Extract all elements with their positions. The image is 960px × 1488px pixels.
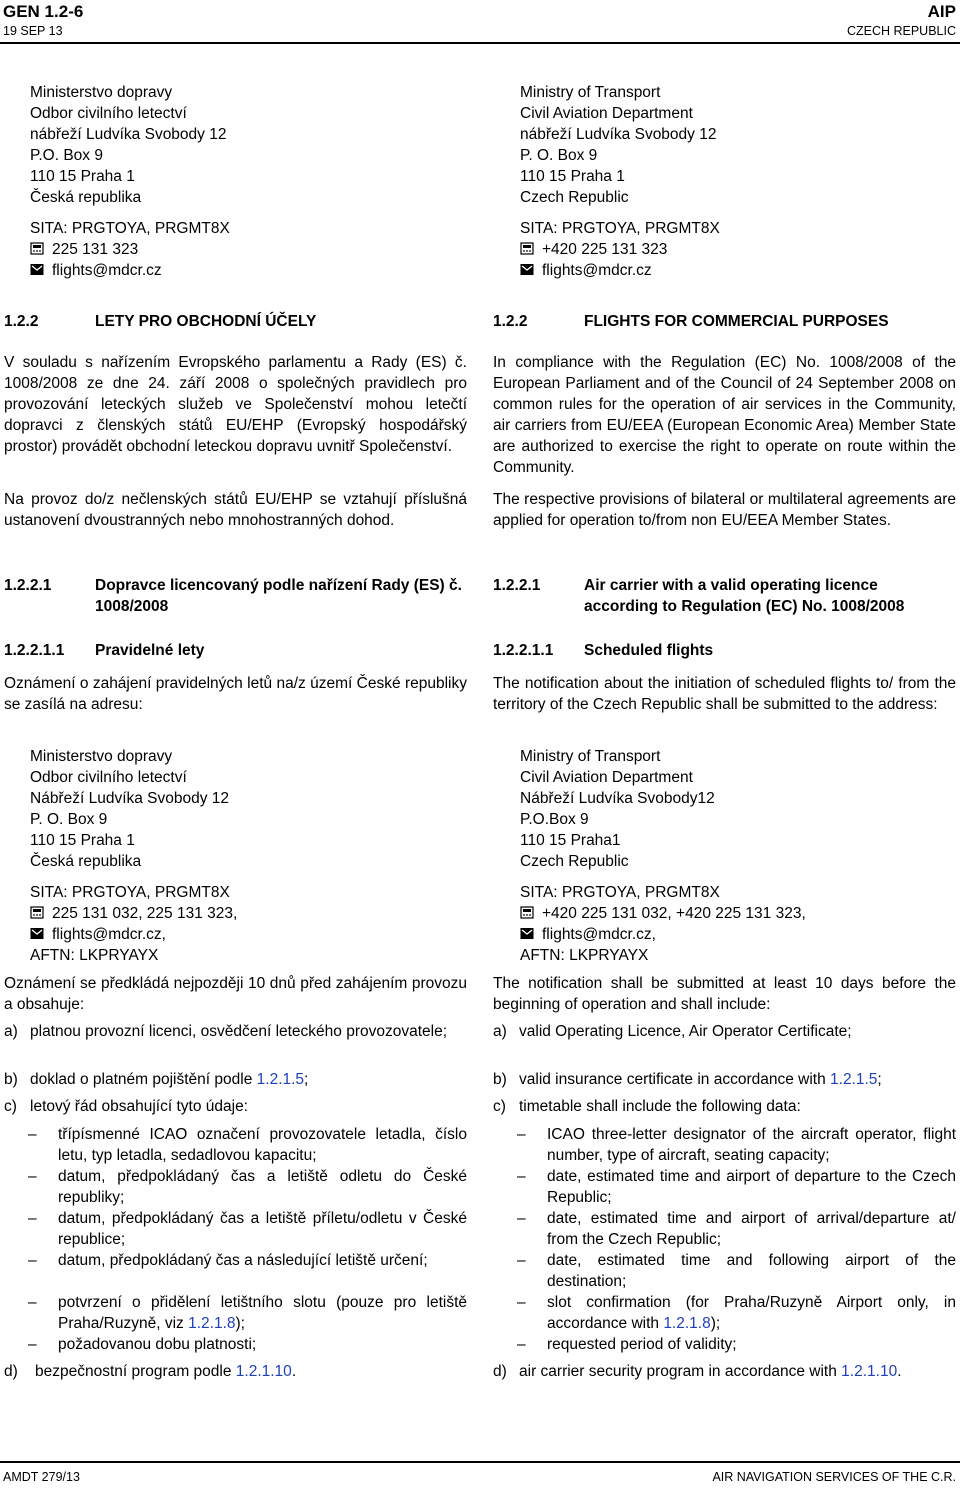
section-heading-12211-en [493,640,959,661]
list-label: d) [4,1363,18,1380]
address-line: P. O. Box 9 [520,147,598,164]
dash-text: třípísmenné ICAO označení provozovatele letadla, číslo letu, typ letadla, sedadlovou kapacitu; [58,1126,467,1164]
cross-reference-link[interactable]: 1.2.1.10 [235,1363,292,1380]
address-line: Česká republika [30,189,142,206]
paragraph: The notification shall be submitted at least 10 days before the beginning of operation and shall include: [493,975,956,1013]
phone-line [30,239,230,260]
header-rule [0,42,960,44]
dash-text: datum, předpokládaný čas a letiště příletu/odletu v České republice; [58,1210,467,1248]
address-line: Czech Republic [520,853,629,870]
list-text: ; [877,1071,882,1088]
section-number: 1.2.2.1.1 [4,642,65,659]
aftn-address: AFTN: LKPRYAYX [520,947,649,964]
address-line: Ministerstvo dopravy [30,84,173,101]
address-line: Ministerstvo dopravy [30,748,173,765]
footer-rule [0,1461,960,1463]
phone-line [520,903,806,924]
address-line: Czech Republic [520,189,629,206]
list-label: a) [4,1023,18,1040]
amendment-number: AMDT 279/13 [3,1470,80,1484]
section-title: FLIGHTS FOR COMMERCIAL PURPOSES [584,313,889,330]
dash-text: potvrzení o přidělení letištního slotu (pouze pro letiště Praha/Ruzyně, viz [58,1294,467,1332]
email-address[interactable]: flights@mdcr.cz, [52,926,166,943]
email-line [30,260,230,281]
cross-reference-link[interactable]: 1.2.1.5 [256,1071,305,1088]
dash-text: datum, předpokládaný čas a následující letiště určení; [58,1252,428,1269]
dash-text: ICAO three-letter designator of the aircraft operator, flight number, type of aircraft, seating capacity; [547,1126,956,1164]
address-line: Nábřeží Ludvíka Svobody12 [520,790,715,807]
section-title: LETY PRO OBCHODNÍ ÚČELY [95,313,317,330]
phone-number: 225 131 032, 225 131 323, [52,905,238,922]
address-line: Ministry of Transport [520,84,661,101]
phone-number: +420 225 131 323 [542,241,668,258]
email-line [520,924,806,945]
list-text: doklad o platném pojištění podle [30,1071,257,1088]
section-title: Pravidelné lety [95,642,205,659]
paragraph: Oznámení o zahájení pravidelných letů na/z území České republiky se zasílá na adresu: [4,675,467,713]
address-line: Nábřeží Ludvíka Svobody 12 [30,790,230,807]
dash-text: ); [710,1315,721,1332]
email-line [520,260,720,281]
section-heading-122-en [493,311,959,332]
address-line: Odbor civilního letectví [30,105,187,122]
notification-address-cz [30,746,237,966]
paragraph: Oznámení se předkládá nejpozději 10 dnů před zahájením provozu a obsahuje: [4,975,467,1013]
dash-text: požadovanou dobu platnosti; [58,1336,257,1353]
section-title: Air carrier with a valid operating licence according to Regulation (EC) No. 1008/2008 [584,577,905,615]
address-line: Civil Aviation Department [520,105,693,122]
sita-address: SITA: PRGTOYA, PRGMT8X [30,884,230,901]
cross-reference-link[interactable]: 1.2.1.8 [663,1315,711,1332]
paragraph: The notification about the initiation of scheduled flights to/ from the territory of the Czech Republic shall be submitted to the address: [493,675,956,713]
dash-text: slot confirmation (for Praha/Ruzyně Airport only, in accordance with [547,1294,956,1332]
email-address[interactable]: flights@mdcr.cz [542,262,652,279]
list-text: valid Operating Licence, Air Operator Certificate; [519,1023,852,1040]
address-line: Ministry of Transport [520,748,661,765]
phone-line [30,903,237,924]
paragraph: V souladu s nařízením Evropského parlamentu a Rady (ES) č. 1008/2008 ze dne 24. září 2008 o společných pravidlech pro provozování leteckých služeb ve Společenství mohou letečtí dopravci z členských států EU/EHP (Evropský hospodářský prostor) provádět obchodní leteckou dopravu uvnitř Společenství. [4,354,467,455]
section-heading-1221-en [493,575,959,617]
section-title: Scheduled flights [584,642,714,659]
publication-title: AIP [927,2,956,21]
paragraph: The respective provisions of bilateral or multilateral agreements are applied for operation to/from non EU/EEA Member States. [493,491,956,529]
aftn-address: AFTN: LKPRYAYX [30,947,159,964]
section-title: Dopravce licencovaný podle nařízení Rady (ES) č. 1008/2008 [95,577,462,615]
cross-reference-link[interactable]: 1.2.1.8 [188,1315,236,1332]
section-number: 1.2.2 [493,313,528,330]
publisher-name: AIR NAVIGATION SERVICES OF THE C.R. [712,1470,956,1484]
cross-reference-link[interactable]: 1.2.1.10 [841,1363,898,1380]
section-heading-12211-cz [4,640,470,661]
dash-text: date, estimated time and airport of arrival/departure at/ from the Czech Republic; [547,1210,956,1248]
phone-icon [30,906,44,919]
list-text: platnou provozní licenci, osvědčení leteckého provozovatele; [30,1023,448,1040]
email-icon [30,927,44,940]
address-line: 110 15 Praha 1 [520,168,625,185]
section-number: 1.2.2.1.1 [493,642,554,659]
dash-text: date, estimated time and following airport of the destination; [547,1252,956,1290]
email-icon [520,927,534,940]
phone-line [520,239,720,260]
list-text: timetable shall include the following data: [519,1098,801,1115]
dash-text: ); [235,1315,245,1332]
section-number: 1.2.2.1 [4,577,52,594]
phone-number: 225 131 323 [52,241,139,258]
phone-icon [30,242,44,255]
dash-text: requested period of validity; [547,1336,737,1353]
cross-reference-link[interactable]: 1.2.1.5 [830,1071,878,1088]
dash-text: datum, předpokládaný čas a letiště odletu do České republiky; [58,1168,467,1206]
list-label: d) [493,1363,507,1380]
contact-block-en [520,82,720,281]
section-heading-1221-cz [4,575,470,617]
list-text: valid insurance certificate in accordance with [519,1071,831,1088]
address-line: Odbor civilního letectví [30,769,187,786]
page-section-id: GEN 1.2-6 [3,2,84,21]
publication-date: 19 SEP 13 [3,24,63,38]
phone-number: +420 225 131 032, +420 225 131 323, [542,905,806,922]
dash-text: date, estimated time and airport of departure to the Czech Republic; [547,1168,956,1206]
phone-icon [520,906,534,919]
email-line [30,924,237,945]
address-line: P.O.Box 9 [520,811,589,828]
address-line: 110 15 Praha 1 [30,168,135,185]
list-label: b) [493,1071,507,1088]
list-text: . [291,1363,297,1380]
list-label: a) [493,1023,507,1040]
sita-address: SITA: PRGTOYA, PRGMT8X [520,884,720,901]
section-heading-122-cz [4,311,470,332]
email-address[interactable]: flights@mdcr.cz, [542,926,656,943]
contact-block-cz [30,82,230,281]
list-text: letový řád obsahující tyto údaje: [30,1098,248,1115]
section-number: 1.2.2 [4,313,39,330]
address-line: 110 15 Praha 1 [30,832,135,849]
paragraph: In compliance with the Regulation (EC) No. 1008/2008 of the European Parliament and of the Council of 24 September 2008 on common rules for the operation of air services in the Community, air carriers from EU/EEA (European Economic Area) Member State are authorized to exercise the right to operate on route within the Community. [493,354,956,476]
sita-address: SITA: PRGTOYA, PRGMT8X [520,220,720,237]
phone-icon [520,242,534,255]
email-icon [30,263,44,276]
address-line: P. O. Box 9 [30,811,108,828]
list-text: air carrier security program in accordance with [519,1363,842,1380]
sita-address: SITA: PRGTOYA, PRGMT8X [30,220,230,237]
list-text: ; [304,1071,309,1088]
address-line: Civil Aviation Department [520,769,693,786]
email-icon [520,263,534,276]
address-line: Česká republika [30,853,142,870]
email-address[interactable]: flights@mdcr.cz [52,262,162,279]
paragraph: Na provoz do/z nečlenských států EU/EHP se vztahují příslušná ustanovení dvoustranných nebo mnohostranných dohod. [4,491,467,529]
list-text: . [897,1363,902,1380]
section-number: 1.2.2.1 [493,577,541,594]
list-label: c) [493,1098,506,1115]
address-line: 110 15 Praha1 [520,832,621,849]
address-line: nábřeží Ludvíka Svobody 12 [520,126,717,143]
notification-address-en [520,746,806,966]
list-label: b) [4,1071,18,1088]
address-line: nábřeží Ludvíka Svobody 12 [30,126,227,143]
country-name: CZECH REPUBLIC [846,24,956,38]
list-text: bezpečnostní program podle [35,1363,236,1380]
list-label: c) [4,1098,17,1115]
address-line: P.O. Box 9 [30,147,103,164]
